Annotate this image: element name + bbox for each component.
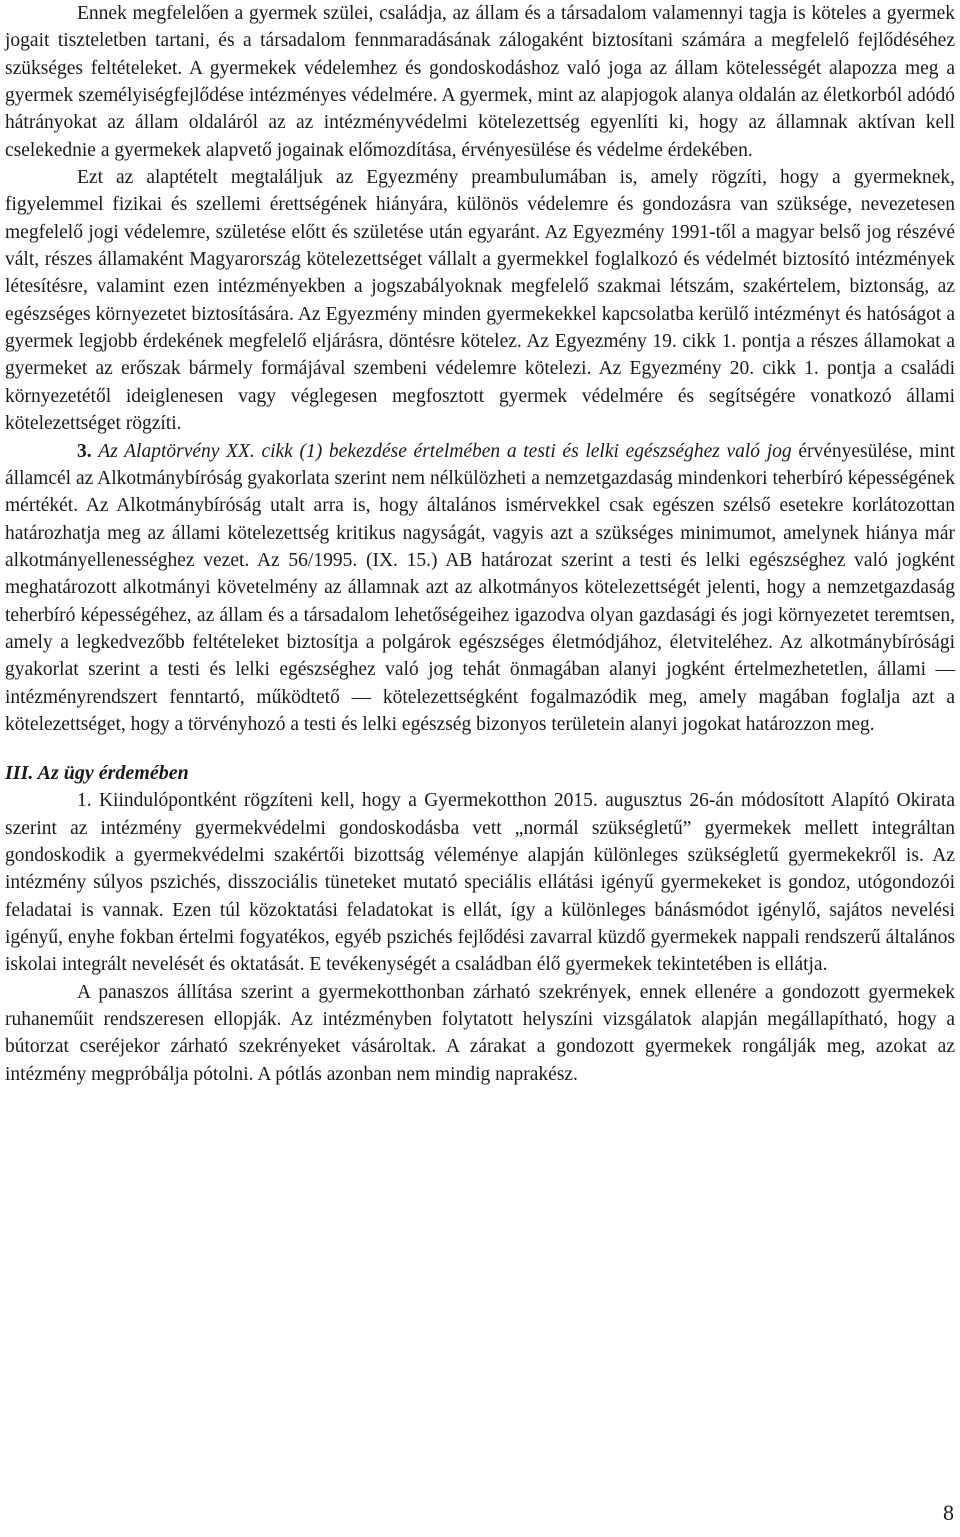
paragraph-point-3-fundamental-law — [5, 438, 955, 739]
point-3-italic-lead: Az Alaptörvény XX. cikk (1) bekezdése értelmében a testi és lelki egészséghez való jog — [98, 440, 792, 462]
page-number: 8 — [943, 1500, 954, 1525]
document-page — [5, 0, 955, 1088]
point-1-body: Kiindulópontként rögzíteni kell, hogy a Gyermekotthon 2015. augusztus 26-án módosított Alapító Okirata szerint az intézmény gyermekvédelmi gondoskodásba vett „normál szükségletű” gyermekek mellett integráltan gondoskodik a gyermekvédelmi szakértői bizottság véleménye alapján különleges szükségletű gyermekekről is. Az intézmény súlyos pszichés, disszociális tüneteket mutató speciális ellátási igényű gyermekeket is gondoz, utógondozói feladatai is vannak. Ezen túl közoktatási feladatokat is ellát, így a különleges bánásmódot igénylő, sajátos nevelési igényű, enyhe fokban értelmi fogyatékos, egyéb pszichés fejlődési zavarral küzdő gyermekek nappali rendszerű általános iskolai integrált nevelését és oktatását. E tevékenységét a családban élő gyermekek tekintetében is ellátja. — [5, 790, 955, 976]
point-1-number: 1. — [77, 790, 92, 812]
paragraph-complaint-lockers: A panaszos állítása szerint a gyermekotthonban zárható szekrények, ennek ellenére a gondozott gyermekek ruhaneműit rendszeresen ellopják. Az intézményben folytatott helyszíni vizsgálatok alapján megállapítható, hogy a bútorzat cseréjekor zárható szekrényeket vásároltak. A zárakat a gondozott gyermekek rongálják meg, azokat az intézmény megpróbálja pótolni. A pótlás azonban nem mindig naprakész. — [5, 981, 955, 1085]
paragraph-convention-preamble: Ezt az alaptételt megtaláljuk az Egyezmény preambulumában is, amely rögzíti, hogy a gyermeknek, figyelemmel fizikai és szellemi érettségének hiányára, különös védelemre és gondozásra van szüksége, nevezetesen megfelelő jogi védelemre, születése előtt és születése után egyaránt. Az Egyezmény 1991-től a magyar belső jog részévé vált, részes államaként Magyarország kötelezettséget vállalt a gyermekkel foglalkozó és védelmét biztosító intézmények létesítésre, valamint ezen intézményekben a jogszabályoknak megfelelő szakmai létszám, szakértelem, biztonság, az egészséges környezetet biztosítására. Az Egyezmény minden gyermekekkel kapcsolatba kerülő intézményt és hatóságot a gyermek legjobb érdekének megfelelő eljárásra, döntésre kötelez. Az Egyezmény 19. cikk 1. pontja a részes államokat a gyermeket az erőszak bármely formájával szembeni védelemre kötelezi. Az Egyezmény 20. cikk 1. pontja a családi környezetétől ideiglenesen vagy véglegesen megfosztott gyermek védelmére és segítségére vonatkozó állami kötelezettséget rögzíti. — [5, 167, 955, 435]
section-heading-merits: III. Az ügy érdemében — [5, 762, 189, 785]
paragraph-point-1-starting-point — [5, 787, 955, 978]
point-3-number: 3. — [77, 440, 92, 462]
paragraph-child-rights-state-duty: Ennek megfelelően a gyermek szülei, családja, az állam és a társadalom valamennyi tagja is köteles a gyermek jogait tiszteletben tartani, és a társadalom fennmaradásának zálogaként biztosítani számára a megfelelő fejlődéséhez szükséges feltételeket. A gyermekek védelemhez és gondoskodáshoz való joga az állam kötelességét alapozza meg a gyermek személyiségfejlődése intézményes védelmére. A gyermek, mint az alapjogok alanya oldalán az életkorból adódó hátrányokat az állam oldaláról az az intézményvédelmi kötelezettség egyenlíti ki, hogy az államnak aktívan kell cselekednie a gyermekek alapvető jogainak előmozdítása, érvényesülése és védelme érdekében. — [5, 3, 955, 161]
point-3-body: érvényesülése, mint államcél az Alkotmánybíróság gyakorlata szerint nem nélkülözheti a nemzetgazdaság mindenkori teherbíró képességének mértékét. Az Alkotmánybíróság utalt arra is, hogy általános ismérvekkel csak egészen szélső esetekre korlátozottan határozhatja meg az állami kötelezettség kritikus nagyságát, vagyis azt a szükséges minimumot, amelynek hiánya már alkotmányellenességhez vezet. Az 56/1995. (IX. 15.) AB határozat szerint a testi és lelki egészséghez való jogként meghatározott alkotmányi követelmény az államnak azt az alkotmányos kötelezettségét jelenti, hogy a nemzetgazdaság teherbíró képességéhez, az állam és a társadalom lehetőségeihez igazodva olyan gazdasági és jogi környezetet teremtsen, amely a legkedvezőbb feltételeket biztosítja a polgárok egészséges életmódjához, életviteléhez. Az alkotmánybírósági gyakorlat szerint a testi és lelki egészséghez való jog tehát önmagában alanyi jogként értelmezhetetlen, állami — intézményrendszert fenntartó, működtető — kötelezettségként fogalmazódik meg, amely magában foglalja azt a kötelezettséget, hogy a törvényhozó a testi és lelki egészség bizonyos területein alanyi jogokat határozzon meg. — [5, 440, 955, 735]
